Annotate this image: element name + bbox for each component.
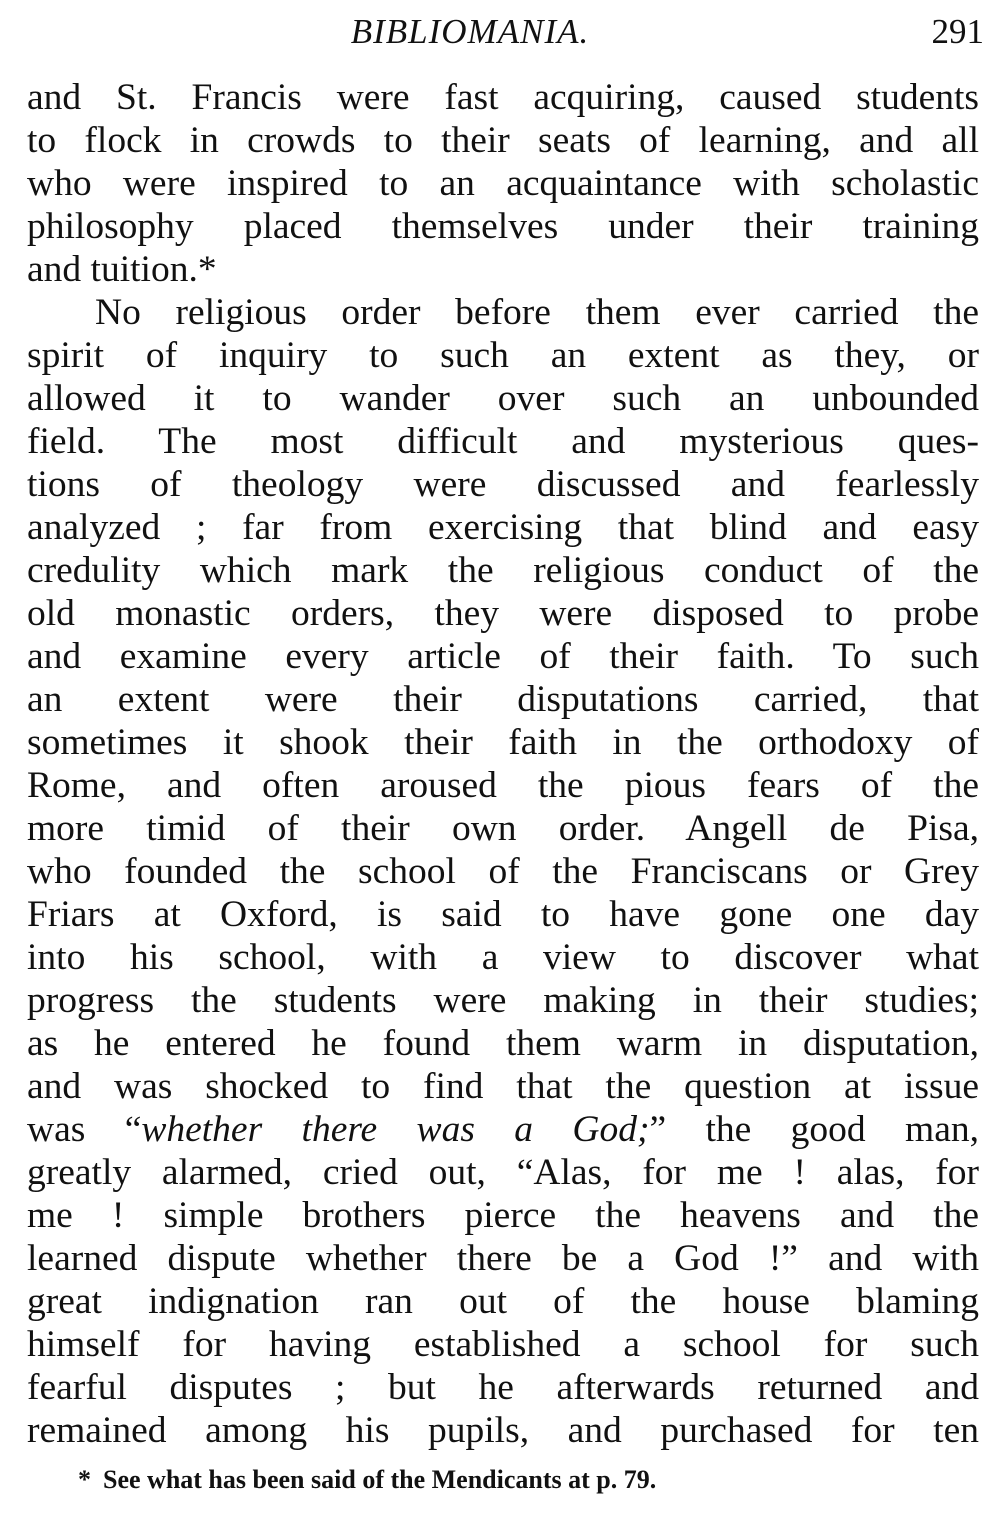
text-line: Friars at Oxford, is said to have gone one day — [27, 894, 979, 935]
text-line: and examine every article of their faith. To such — [27, 636, 979, 677]
text-line: tions of theology were discussed and fearlessly — [27, 464, 979, 505]
text-line: No religious order before them ever carried the — [95, 292, 979, 333]
text-line: and was shocked to find that the question at issue — [27, 1066, 979, 1107]
text-line: credulity which mark the religious conduct of the — [27, 550, 979, 591]
text-line: progress the students were making in their studies; — [27, 980, 979, 1021]
text-line: as he entered he found them warm in disputation, — [27, 1023, 979, 1064]
text-line: and tuition.* — [27, 249, 217, 290]
line-text-after-italic: ” the good man, — [649, 1109, 979, 1150]
text-line: philosophy placed themselves under their training — [27, 206, 979, 247]
text-line: old monastic orders, they were disposed to probe — [27, 593, 979, 634]
text-line: field. The most difficult and mysterious ques- — [27, 421, 979, 462]
text-line: and St. Francis were fast acquiring, caused students — [27, 77, 979, 118]
footnote-mark: * — [78, 1465, 91, 1494]
text-line: learned dispute whether there be a God !” and with — [27, 1238, 979, 1279]
text-line: great indignation ran out of the house blaming — [27, 1281, 979, 1322]
body-text — [27, 76, 979, 1452]
text-line: who were inspired to an acquaintance with scholastic — [27, 163, 979, 204]
text-line: allowed it to wander over such an unbounded — [27, 378, 979, 419]
italic-quotation: whether there was a God; — [141, 1109, 650, 1150]
running-head-title: BIBLIOMANIA. — [350, 12, 590, 51]
text-line: to flock in crowds to their seats of learning, and all — [27, 120, 979, 161]
text-line: more timid of their own order. Angell de Pisa, — [27, 808, 979, 849]
line-text-before-italic: was “ — [27, 1109, 142, 1150]
text-line: sometimes it shook their faith in the orthodoxy of — [27, 722, 979, 763]
text-line: remained among his pupils, and purchased for ten — [27, 1410, 979, 1451]
text-line: fearful disputes ; but he afterwards returned and — [27, 1367, 979, 1408]
text-line: into his school, with a view to discover what — [27, 937, 979, 978]
text-line-with-italic — [27, 1108, 979, 1151]
text-line: who founded the school of the Franciscans or Grey — [27, 851, 979, 892]
footnote — [78, 1462, 958, 1498]
text-line: greatly alarmed, cried out, “Alas, for me ! alas, for — [27, 1152, 979, 1193]
text-line: me ! simple brothers pierce the heavens and the — [27, 1195, 979, 1236]
text-line: analyzed ; far from exercising that blind and easy — [27, 507, 979, 548]
footnote-text: See what has been said of the Mendicants at p. 79. — [103, 1465, 657, 1494]
page-number: 291 — [931, 12, 984, 51]
text-line: Rome, and often aroused the pious fears of the — [27, 765, 979, 806]
text-line: spirit of inquiry to such an extent as they, or — [27, 335, 979, 376]
text-line: an extent were their disputations carried, that — [27, 679, 979, 720]
text-line: himself for having established a school for such — [27, 1324, 979, 1365]
running-head — [30, 10, 988, 54]
